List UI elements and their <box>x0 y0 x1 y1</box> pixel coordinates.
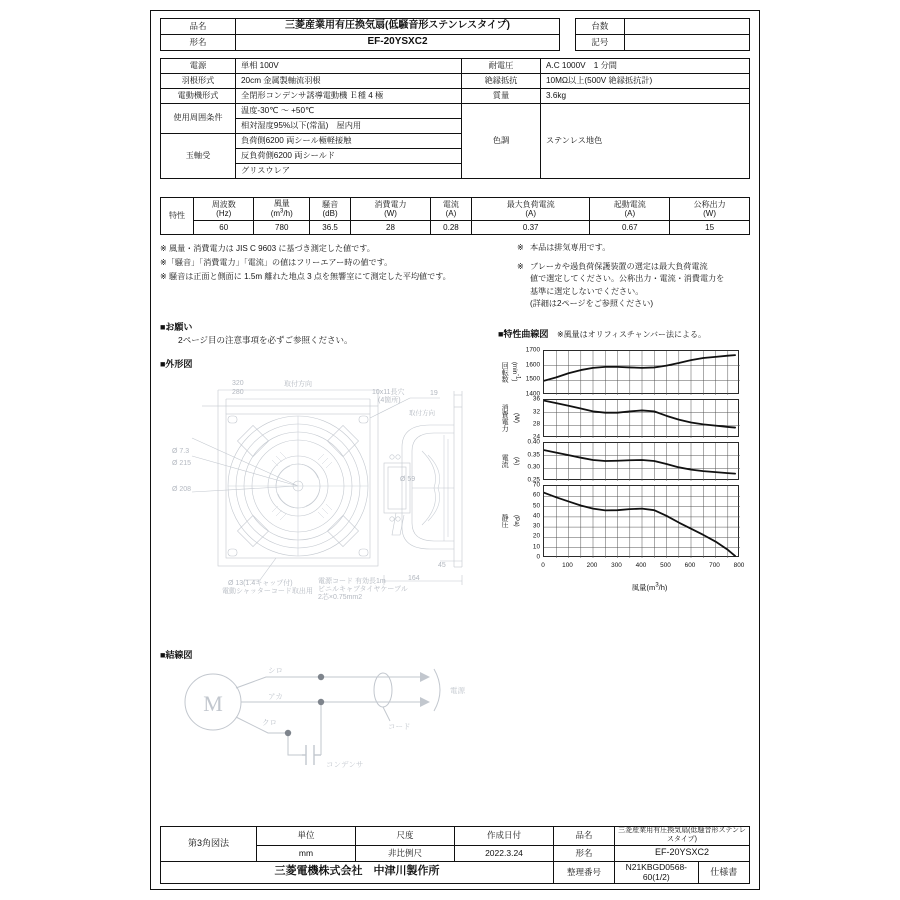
char-header-unit-5: (A) <box>525 209 537 218</box>
title-block-table <box>160 826 750 884</box>
chart-ytick: 0 <box>536 553 540 561</box>
chart-ytick: 10 <box>532 543 540 551</box>
chart-panel-1 <box>498 395 756 441</box>
spec-table <box>160 58 750 179</box>
spec-key-blade-type: 羽根形式 <box>161 74 236 89</box>
note-marker: ※ <box>517 261 524 271</box>
chart-yunit-3: (Pa) <box>512 515 520 527</box>
spec-value-mass: 3.6kg <box>541 89 750 104</box>
chart-plot-2 <box>543 442 739 480</box>
chart-yticks-1 <box>519 395 541 441</box>
table-row <box>615 862 749 883</box>
tb-doc-cell <box>615 861 750 883</box>
char-header-6 <box>590 198 670 221</box>
header-block <box>160 18 750 51</box>
char-header-name-6: 起動電流 <box>613 199 646 209</box>
chart-ytick: 20 <box>532 532 540 540</box>
projection-method: 第3角図法 <box>161 827 257 862</box>
section-heading-onegai: ■お願い <box>160 322 193 332</box>
chart-xtick: 700 <box>709 562 720 569</box>
outline-note-cap: Ø 13(1.4キャップ付) <box>228 580 293 587</box>
tb-head-scale: 尺度 <box>356 827 455 846</box>
header-label-kigou: 記号 <box>576 35 625 51</box>
outline-dim-164: 164 <box>408 575 420 582</box>
char-row-label: 特性 <box>161 198 194 235</box>
char-value-6: 0.67 <box>590 221 670 235</box>
chart-ytick: 0.40 <box>527 438 540 446</box>
char-table <box>160 197 750 235</box>
spec-value-bearing-load <box>236 134 462 149</box>
section-heading-gaikeizu: ■外形図 <box>160 359 193 369</box>
header-label-daisu: 台数 <box>576 19 625 35</box>
chart-plot-0 <box>543 350 739 394</box>
spec-value-withstand-voltage: A.C 1000V 1 分間 <box>541 59 750 74</box>
doc-number: N21KBGD0568-60(1/2) <box>615 862 698 883</box>
chart-xtick: 500 <box>660 562 671 569</box>
wiring-label-aka: アカ <box>268 692 283 701</box>
char-header-unit-4: (A) <box>445 209 457 218</box>
table-row <box>161 74 750 89</box>
char-header-7 <box>670 198 750 221</box>
header-label-keimei: 形名 <box>161 35 236 51</box>
chart-ytick: 50 <box>532 502 540 510</box>
spec-key-power: 電源 <box>161 59 236 74</box>
chart-ytick: 30 <box>532 522 540 530</box>
chart-plot-3 <box>543 485 739 557</box>
wiring-arrow <box>420 672 430 682</box>
note-right-text-2: 値で選定してください。公称出力・電流・消費電力を <box>530 274 725 284</box>
tb-value-scale: 非比例尺 <box>356 845 455 861</box>
spec-value-temperature <box>236 104 462 119</box>
spec-value-color: ステンレス地色 <box>541 104 750 179</box>
chart-ytick: 1500 <box>525 375 540 383</box>
wiring-junction-dot <box>318 674 324 680</box>
char-header-name-3: 消費電力 <box>374 199 407 209</box>
spec-key-motor-type: 電動機形式 <box>161 89 236 104</box>
spec-value-grease <box>236 164 462 179</box>
characteristic-curves-chart <box>498 346 756 593</box>
wiring-label-power: 電源 <box>450 686 465 695</box>
section-heading-kessenzu: ■結線図 <box>160 650 193 660</box>
chart-xtick: 300 <box>611 562 622 569</box>
note-left-0: ※ 風量・消費電力は JIS C 9603 に基づき測定した値です。 <box>160 244 375 253</box>
wiring-label-condenser: コンデンサ <box>326 760 364 769</box>
spec-key-withstand-voltage: 耐電圧 <box>462 59 541 74</box>
note-left-1: ※「騒音」「消費電力」「電流」の値はフリーエアー時の値です。 <box>160 258 393 268</box>
tb-value-hinmei: 三菱産業用有圧換気扇(低騒音形ステンレスタイプ) <box>615 827 750 846</box>
chart-plot-1 <box>543 399 739 437</box>
chart-xtick: 100 <box>562 562 573 569</box>
header-side-table <box>575 18 750 51</box>
table-row <box>161 104 750 119</box>
chart-panels <box>498 346 756 561</box>
outline-dim-19: 19 <box>430 390 438 397</box>
header-value-hinmei: 三菱産業用有圧換気扇(低騒音形ステンレスタイプ) <box>236 19 560 35</box>
char-header-name-7: 公称出力 <box>693 199 726 209</box>
chart-ylabel-0: 回転数 <box>501 361 509 383</box>
chart-ytick: 0.35 <box>527 451 540 459</box>
ambient-humidity-name: 相対湿度 <box>241 120 274 130</box>
chart-yunit-2: (A) <box>512 456 520 466</box>
char-header-1 <box>254 198 310 221</box>
bearing-antiload-value: 6200 両シールド <box>273 150 336 160</box>
chart-ylabel-2: 電流 <box>501 454 509 468</box>
table-row <box>161 827 750 846</box>
char-header-0 <box>194 198 254 221</box>
tb-label-keimei: 形名 <box>554 845 615 861</box>
outline-dim-d208: Ø 208 <box>172 486 192 493</box>
spec-value-insulation: 10MΩ以上(500V 絶縁抵抗計) <box>541 74 750 89</box>
spec-key-insulation: 絶縁抵抗 <box>462 74 541 89</box>
specification-table <box>160 58 750 179</box>
tb-value-keimei: EF-20YSXC2 <box>615 845 750 861</box>
chart-x-axis <box>543 562 756 582</box>
outline-dim-slot: 10x11長穴 <box>372 389 405 396</box>
bearing-load-name: 負荷側 <box>241 135 266 145</box>
outline-label-mount-direction: 取付方向 <box>284 381 312 388</box>
chart-ytick: 0.25 <box>527 476 540 484</box>
spec-value-bearing-antiload <box>236 149 462 164</box>
wiring-diagram <box>158 655 488 775</box>
char-header-name-1: 風量 <box>273 199 290 209</box>
table-row <box>161 35 560 51</box>
chart-yticks-3 <box>519 481 541 561</box>
char-value-0: 60 <box>194 221 254 235</box>
header-label-hinmei: 品名 <box>161 19 236 35</box>
notes-right <box>517 242 752 311</box>
header-value-kigou[interactable] <box>624 35 749 51</box>
char-value-4: 0.28 <box>430 221 471 235</box>
char-header-2 <box>310 198 351 221</box>
outline-dim-d73: Ø 7.3 <box>172 448 190 455</box>
wiring-arrow <box>420 697 430 707</box>
table-row <box>161 221 750 235</box>
spec-key-color: 色調 <box>462 104 541 179</box>
spec-value-humidity <box>236 119 462 134</box>
bearing-grease-name: グリス <box>241 165 266 175</box>
header-value-daisu[interactable] <box>624 19 749 35</box>
table-row <box>161 19 560 35</box>
header-main-table <box>160 18 560 51</box>
char-value-7: 15 <box>670 221 750 235</box>
outline-side-svg <box>378 385 488 595</box>
char-header-unit-7: (W) <box>703 209 717 218</box>
section-heading-tokusei <box>498 327 706 340</box>
char-value-1: 780 <box>254 221 310 235</box>
ambient-temp-value: -30℃ ～ +50℃ <box>257 105 315 115</box>
chart-ytick: 24 <box>532 433 540 441</box>
title-block <box>160 826 750 884</box>
char-header-unit-6: (A) <box>624 209 636 218</box>
spec-key-bearing: 玉軸受 <box>161 134 236 179</box>
outline-drawing-side <box>378 385 488 595</box>
note-right-1 <box>517 261 752 274</box>
notes-left <box>160 242 510 284</box>
wiring-label-shiro: シロ <box>268 666 283 675</box>
tb-head-date: 作成日付 <box>455 827 554 846</box>
bearing-load-value: 6200 両シール極軽接触 <box>265 135 352 145</box>
chart-panel-0 <box>498 346 756 398</box>
chart-yunit-0: $(\min^{-1})$ <box>511 362 521 382</box>
spec-value-blade-type: 20cm 金属製軸流羽根 <box>236 74 462 89</box>
char-header-unit-0: (Hz) <box>216 209 232 218</box>
chart-xtick: 200 <box>586 562 598 569</box>
wiring-junction-dot <box>285 730 291 736</box>
note-right-text-0: 本品は排気専用です。 <box>530 243 611 252</box>
char-value-5: 0.37 <box>471 221 589 235</box>
char-value-2: 36.5 <box>310 221 351 235</box>
onegai-text: 2ページ目の注意事項を必ずご参照ください。 <box>178 335 353 345</box>
table-row <box>161 198 750 221</box>
chart-ylabel-1: 消費電力 <box>501 404 509 432</box>
char-header-name-4: 電流 <box>442 199 459 209</box>
table-row <box>576 35 750 51</box>
chart-panel-3 <box>498 481 756 561</box>
tb-label-hinmei: 品名 <box>554 827 615 846</box>
char-header-unit-2: (dB) <box>322 209 338 218</box>
chart-x-title: 風量$(m^3/h)$ <box>631 582 668 592</box>
chart-ytick: 1400 <box>525 390 540 398</box>
ambient-temp-name: 温度 <box>241 105 258 115</box>
chart-ytick: 40 <box>532 512 540 520</box>
wiring-label-cord: コード <box>388 722 411 731</box>
spec-key-ambient: 使用周囲条件 <box>161 104 236 134</box>
note-marker: ※ <box>517 243 524 252</box>
wiring-label-kuro: クロ <box>262 718 277 727</box>
tb-head-unit: 単位 <box>257 827 356 846</box>
chart-ytick: 36 <box>532 395 540 403</box>
chart-panel-2 <box>498 438 756 484</box>
table-row <box>161 861 750 883</box>
chart-ytick: 60 <box>532 491 540 499</box>
outline-note-shutter-cord: 電動シャッターコード取出用 <box>222 588 313 595</box>
tb-value-unit: mm <box>257 845 356 861</box>
chart-xtick: 400 <box>635 562 647 569</box>
outline-note-cable-size: 2芯×0.75mm2 <box>318 594 363 601</box>
chart-ytick: 1700 <box>525 346 540 354</box>
bearing-grease-value: ウレア <box>265 165 290 175</box>
motor-label: M <box>203 691 223 716</box>
chart-ytick: 32 <box>532 408 540 416</box>
company-name: 三菱電機株式会社 中津川製作所 <box>161 861 554 883</box>
wiring-junction-dot <box>318 699 324 705</box>
spec-value-power: 単相 100V <box>236 59 462 74</box>
char-header-4 <box>430 198 471 221</box>
chart-xtick: 600 <box>684 562 696 569</box>
spec-value-motor-type: 全閉形コンデンサ誘導電動機 Ｅ種 4 極 <box>236 89 462 104</box>
note-right-text-3: 基準に選定しないでください。 <box>530 286 644 296</box>
chart-yticks-0 <box>519 346 541 398</box>
note-left-2: ※ 騒音は正面と側面に 1.5m 離れた地点 3 点を無響室にて測定した平均値です。 <box>160 272 451 282</box>
chart-yticks-2 <box>519 438 541 484</box>
wiring-svg <box>158 655 488 775</box>
doc-type: 仕様書 <box>710 866 738 877</box>
char-header-name-0: 周波数 <box>211 199 236 209</box>
spec-key-mass: 質量 <box>462 89 541 104</box>
chart-ytick: 1600 <box>525 361 540 369</box>
table-row <box>576 19 750 35</box>
bearing-antiload-name: 反負荷側 <box>241 150 274 160</box>
outline-dim-slot-count: (4箇所) <box>378 397 401 404</box>
char-header-name-2: 騒音 <box>322 199 339 209</box>
table-row <box>161 59 750 74</box>
note-right-0 <box>517 242 752 255</box>
char-header-5 <box>471 198 589 221</box>
outline-note-cable-type: ビニルキャブタイヤケーブル <box>318 586 408 593</box>
char-header-unit-3: (W) <box>384 209 397 218</box>
tokusei-heading-text: ■特性曲線図 <box>498 329 549 339</box>
note-right-text-4: (詳細は2ページをご参照ください) <box>530 299 654 309</box>
char-header-3 <box>351 198 431 221</box>
char-header-name-5: 最大負荷電流 <box>506 199 555 209</box>
ambient-humidity-value: 95%以下(常温) 屋内用 <box>273 120 362 130</box>
characteristics-table <box>160 197 750 235</box>
outline-note-power-cord: 電源コード 有効長1m <box>318 578 386 585</box>
chart-yunit-1: (W) <box>512 413 520 423</box>
chart-ytick: 70 <box>532 481 540 489</box>
tb-value-date: 2022.3.24 <box>455 845 554 861</box>
tb-label-doc-number: 整理番号 <box>554 861 615 883</box>
chart-ytick: 28 <box>532 420 540 428</box>
chart-xtick: 800 <box>733 562 745 569</box>
table-row <box>161 89 750 104</box>
outline-dim-45: 45 <box>438 562 446 569</box>
note-right-text-1: ブレーカや過負荷保護装置の選定は最大負荷電流 <box>530 261 708 271</box>
chart-ytick: 0.30 <box>527 463 540 471</box>
outline-dim-d59: Ø 59 <box>400 476 416 483</box>
outline-dim-280: 280 <box>232 389 244 396</box>
tokusei-heading-note: ※風量はオリフィスチャンバー法による。 <box>556 330 707 339</box>
char-value-3: 28 <box>351 221 431 235</box>
outline-dim-d215: Ø 215 <box>172 460 192 467</box>
chart-ylabel-3: 静圧 <box>501 514 509 528</box>
char-header-unit-1: $(m^3/h)$ <box>270 208 293 219</box>
outline-dim-320: 320 <box>232 380 244 387</box>
header-value-keimei: EF-20YSXC2 <box>236 35 560 51</box>
chart-xtick: 0 <box>541 562 545 569</box>
outline-side-label-mount-direction: 取付方向 <box>409 410 435 417</box>
